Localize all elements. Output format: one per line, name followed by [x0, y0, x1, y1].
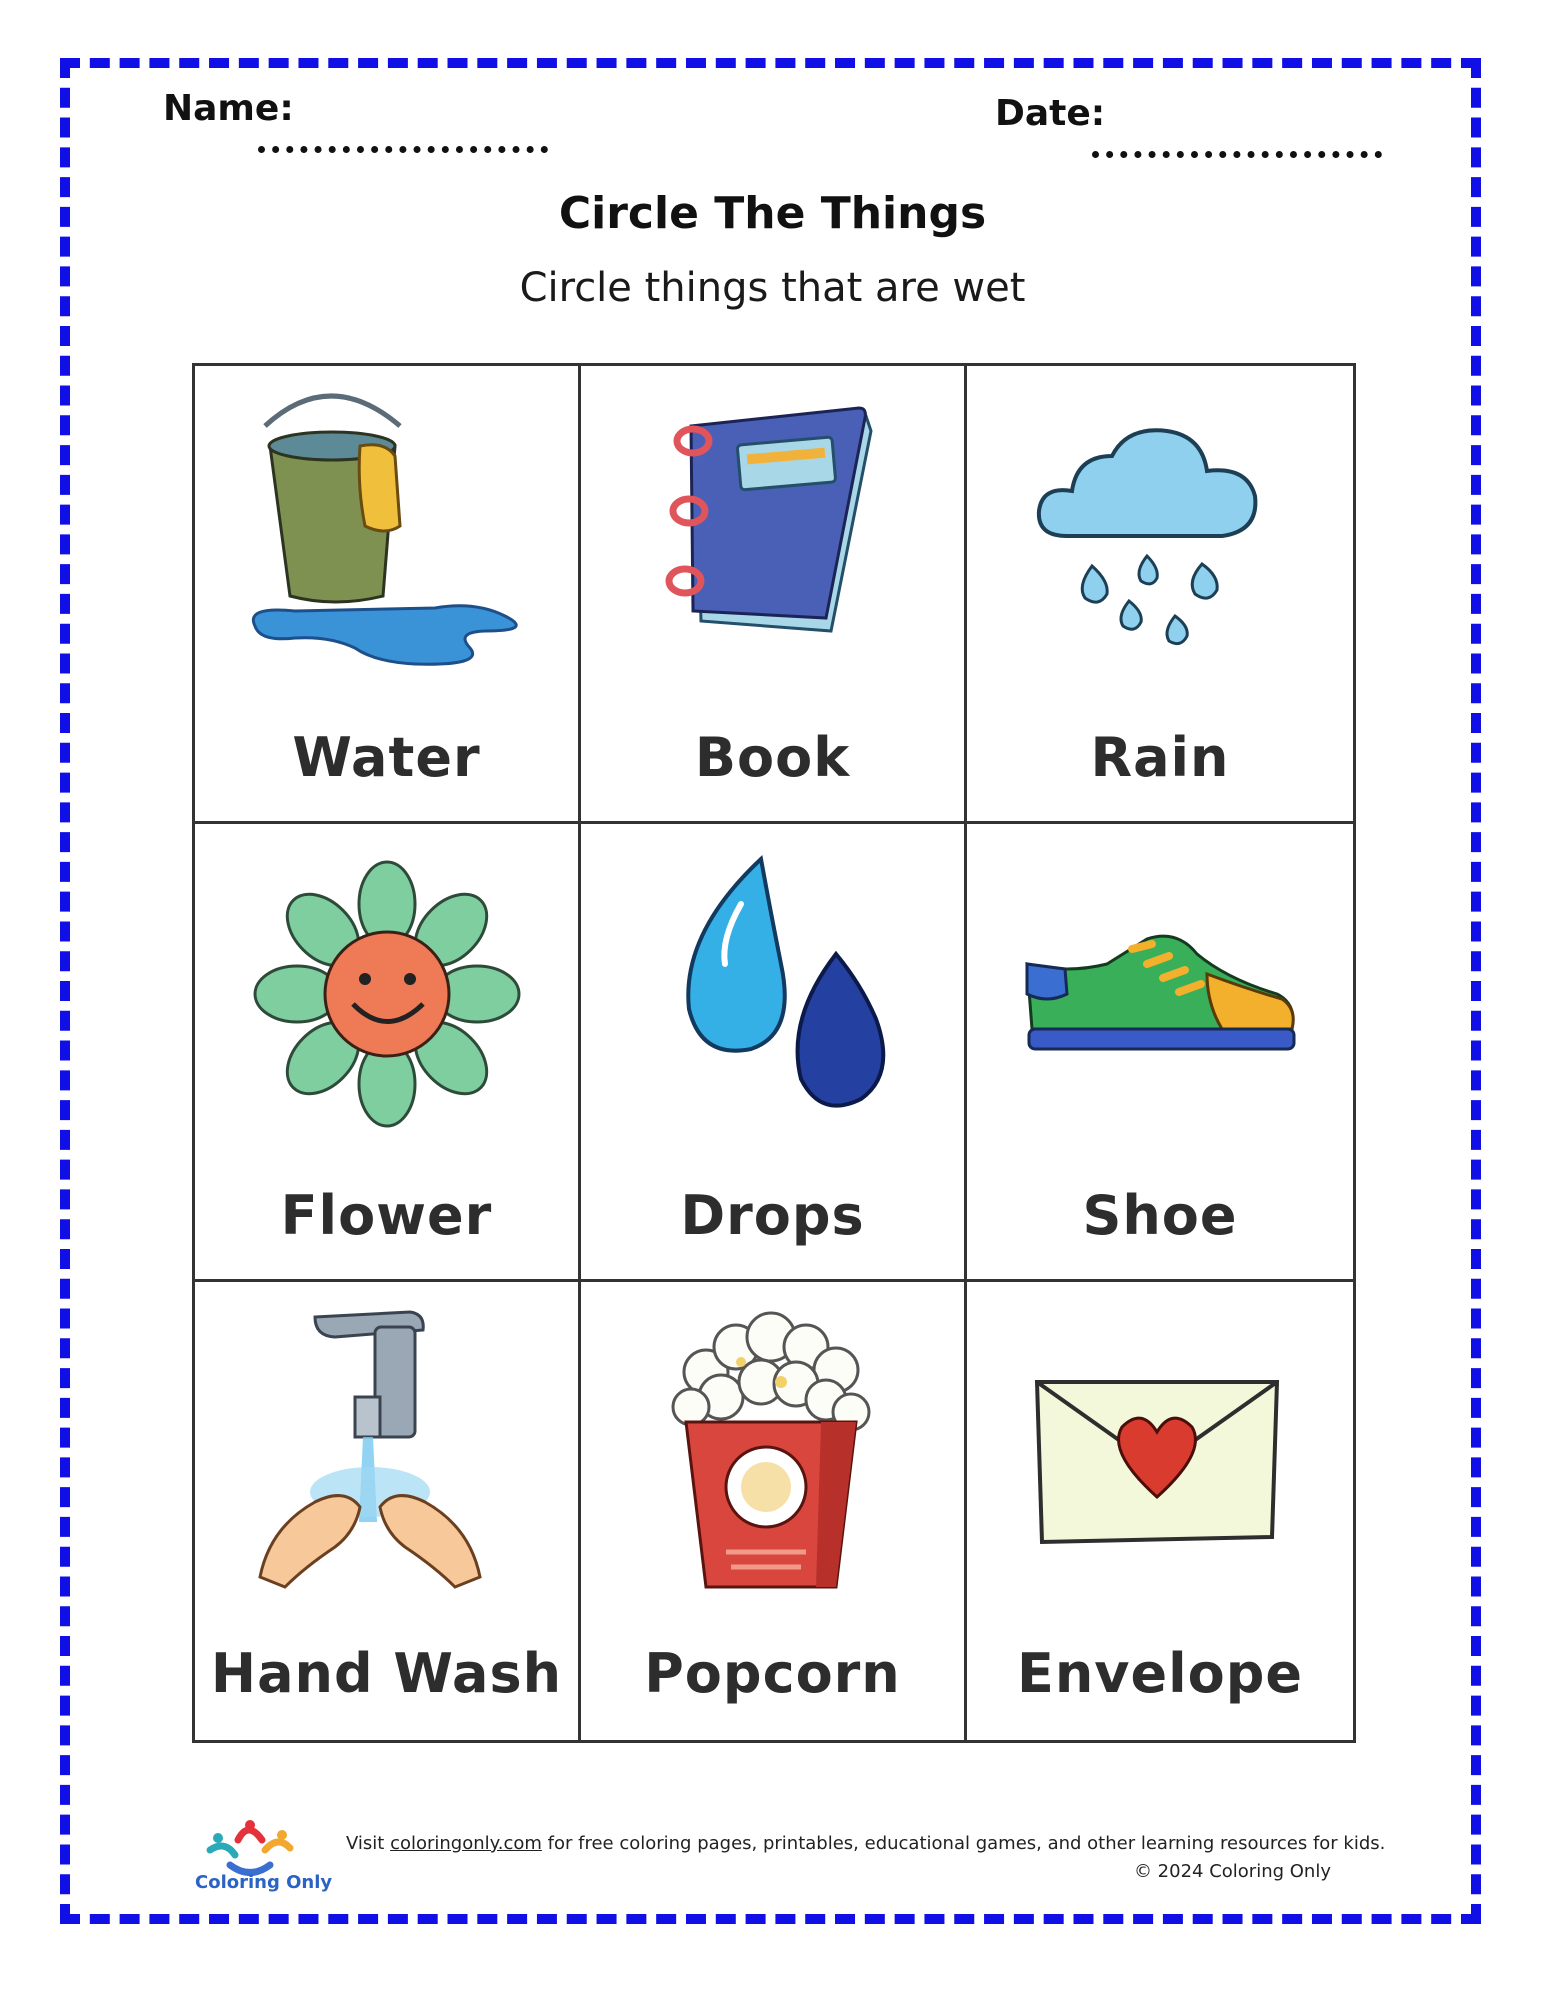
item-label: Shoe	[1082, 1184, 1238, 1247]
name-blank-line[interactable]	[258, 146, 548, 153]
worksheet-instructions: Circle things that are wet	[519, 265, 1026, 311]
item-label: Water	[292, 726, 481, 789]
site-link[interactable]: coloringonly.com	[390, 1833, 542, 1854]
grid-cell-water[interactable]	[195, 366, 581, 824]
logo-text: Coloring Only	[195, 1872, 333, 1893]
footer-visit-text	[346, 1833, 1385, 1854]
grid-cell-flower[interactable]	[195, 824, 581, 1282]
grid-cell-hand-wash[interactable]	[195, 1282, 581, 1740]
item-label: Flower	[280, 1184, 493, 1247]
date-label: Date:	[995, 93, 1106, 134]
grid-cell-rain[interactable]	[967, 366, 1353, 824]
envelope-heart-icon	[1007, 1302, 1312, 1602]
grid-cell-shoe[interactable]	[967, 824, 1353, 1282]
visit-prefix: Visit	[346, 1833, 391, 1854]
popcorn-icon	[621, 1302, 926, 1602]
bucket-puddle-icon	[235, 386, 540, 686]
item-label: Envelope	[1016, 1642, 1304, 1705]
item-label: Book	[694, 726, 851, 789]
rain-cloud-icon	[1007, 386, 1312, 686]
item-label: Rain	[1090, 726, 1230, 789]
grid-cell-envelope[interactable]	[967, 1282, 1353, 1740]
date-blank-line[interactable]	[1092, 151, 1382, 158]
grid-cell-popcorn[interactable]	[581, 1282, 967, 1740]
item-label: Popcorn	[644, 1642, 901, 1705]
grid-cell-drops[interactable]	[581, 824, 967, 1282]
visit-suffix: for free coloring pages, printables, educational games, and other learning resources for kids.	[541, 1833, 1386, 1854]
grid-cell-book[interactable]	[581, 366, 967, 824]
sneaker-icon	[1007, 844, 1312, 1144]
item-label: Drops	[680, 1184, 865, 1247]
notebook-icon	[621, 386, 926, 686]
worksheet-title: Circle The Things	[558, 188, 987, 239]
water-drops-icon	[621, 844, 926, 1144]
item-label: Hand Wash	[210, 1642, 563, 1705]
copyright-text: © 2024 Coloring Only	[1133, 1861, 1331, 1882]
name-label: Name:	[163, 88, 294, 129]
smiling-flower-icon	[235, 844, 540, 1144]
hand-wash-icon	[235, 1302, 540, 1602]
picture-grid	[192, 363, 1356, 1743]
